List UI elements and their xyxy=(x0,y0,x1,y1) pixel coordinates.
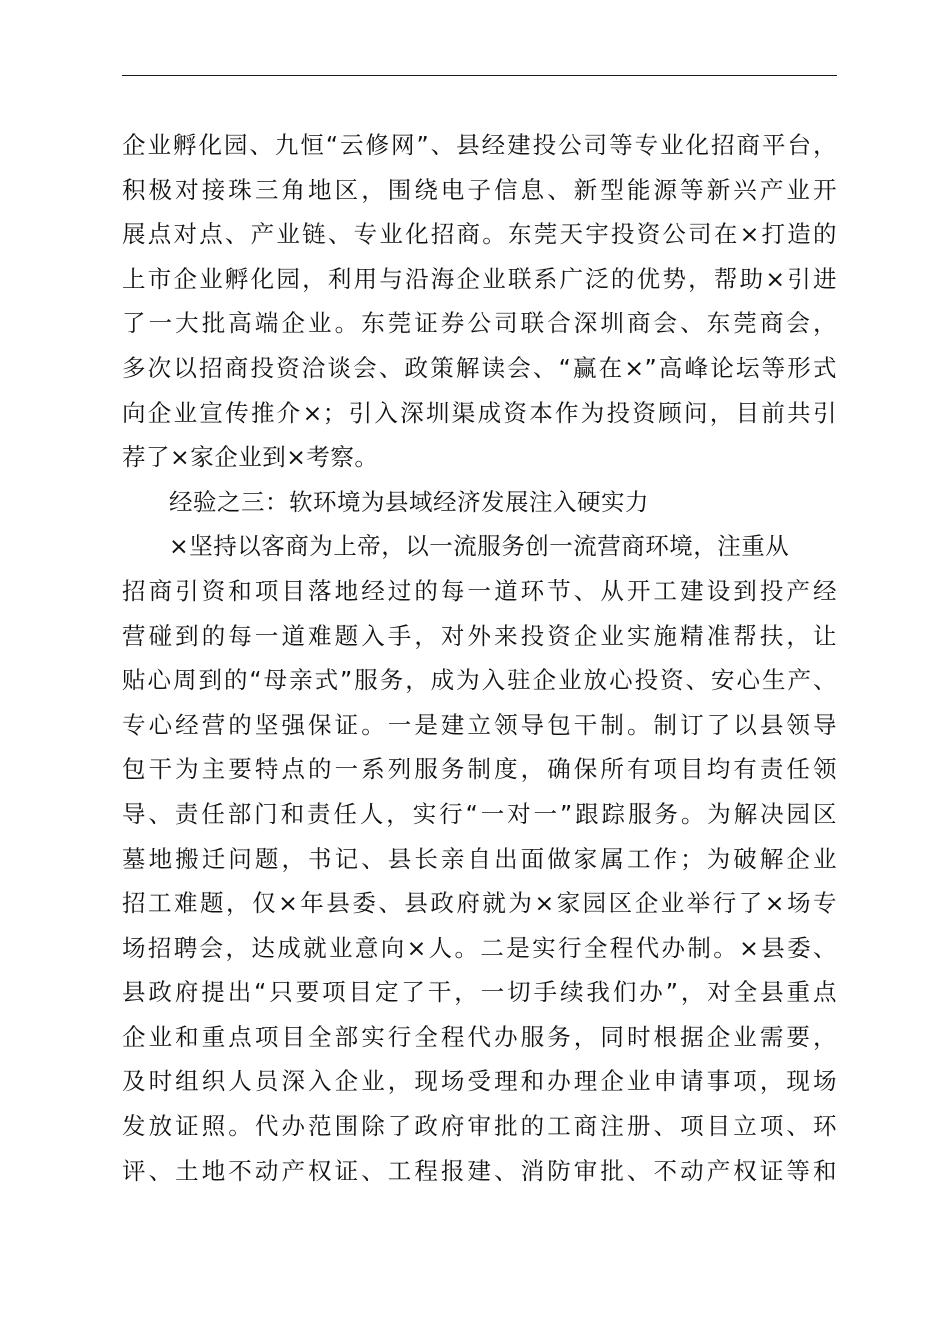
text-line: 场招聘会，达成就业意向×人。二是实行全程代办制。×县委、 xyxy=(122,933,837,962)
text-line: 评、土地不动产权证、工程报建、消防审批、不动产权证等和 xyxy=(122,1156,837,1185)
text-line: 企业和重点项目全部实行全程代办服务，同时根据企业需要， xyxy=(122,1022,837,1051)
text-line: 墓地搬迁问题，书记、县长亲自出面做家属工作；为破解企业 xyxy=(122,844,837,873)
text-line: 展点对点、产业链、专业化招商。东莞天宇投资公司在×打造的 xyxy=(122,220,837,249)
text-line: 县政府提出“只要项目定了干，一切手续我们办”，对全县重点 xyxy=(122,978,837,1007)
text-line: 发放证照。代办范围除了政府审批的工商注册、项目立项、环 xyxy=(122,1112,837,1141)
section-heading: 经验之三：软环境为县域经济发展注入硬实力 xyxy=(169,487,649,516)
text-line: 导、责任部门和责任人，实行“一对一”跟踪服务。为解决园区 xyxy=(122,799,837,828)
text-line: 荐了×家企业到×考察。 xyxy=(122,443,379,472)
text-line: 营碰到的每一道难题入手，对外来投资企业实施精准帮扶，让 xyxy=(122,621,837,650)
text-line: 多次以招商投资洽谈会、政策解读会、“赢在×”高峰论坛等形式 xyxy=(122,353,837,382)
text-line: 了一大批高端企业。东莞证券公司联合深圳商会、东莞商会， xyxy=(122,309,837,338)
text-line: 招商引资和项目落地经过的每一道环节、从开工建设到投产经 xyxy=(122,576,837,605)
text-line: 向企业宣传推介×；引入深圳渠成资本作为投资顾问，目前共引 xyxy=(122,398,837,427)
body-text xyxy=(122,123,837,1193)
text-line: 贴心周到的“母亲式”服务，成为入驻企业放心投资、安心生产、 xyxy=(122,666,837,695)
text-line: 专心经营的坚强保证。一是建立领导包干制。制订了以县领导 xyxy=(122,710,837,739)
text-line: 积极对接珠三角地区，围绕电子信息、新型能源等新兴产业开 xyxy=(122,175,837,204)
header-rule xyxy=(122,75,837,76)
paragraph-first-line: ×坚持以客商为上帝，以一流服务创一流营商环境，注重从 xyxy=(169,532,790,561)
text-line: 上市企业孵化园，利用与沿海企业联系广泛的优势，帮助×引进 xyxy=(122,264,837,293)
text-line: 企业孵化园、九恒“云修网”、县经建投公司等专业化招商平台， xyxy=(122,131,837,159)
text-line: 及时组织人员深入企业，现场受理和办理企业申请事项，现场 xyxy=(122,1067,837,1096)
text-line: 包干为主要特点的一系列服务制度，确保所有项目均有责任领 xyxy=(122,755,837,784)
text-line: 招工难题，仅×年县委、县政府就为×家园区企业举行了×场专 xyxy=(122,889,837,918)
